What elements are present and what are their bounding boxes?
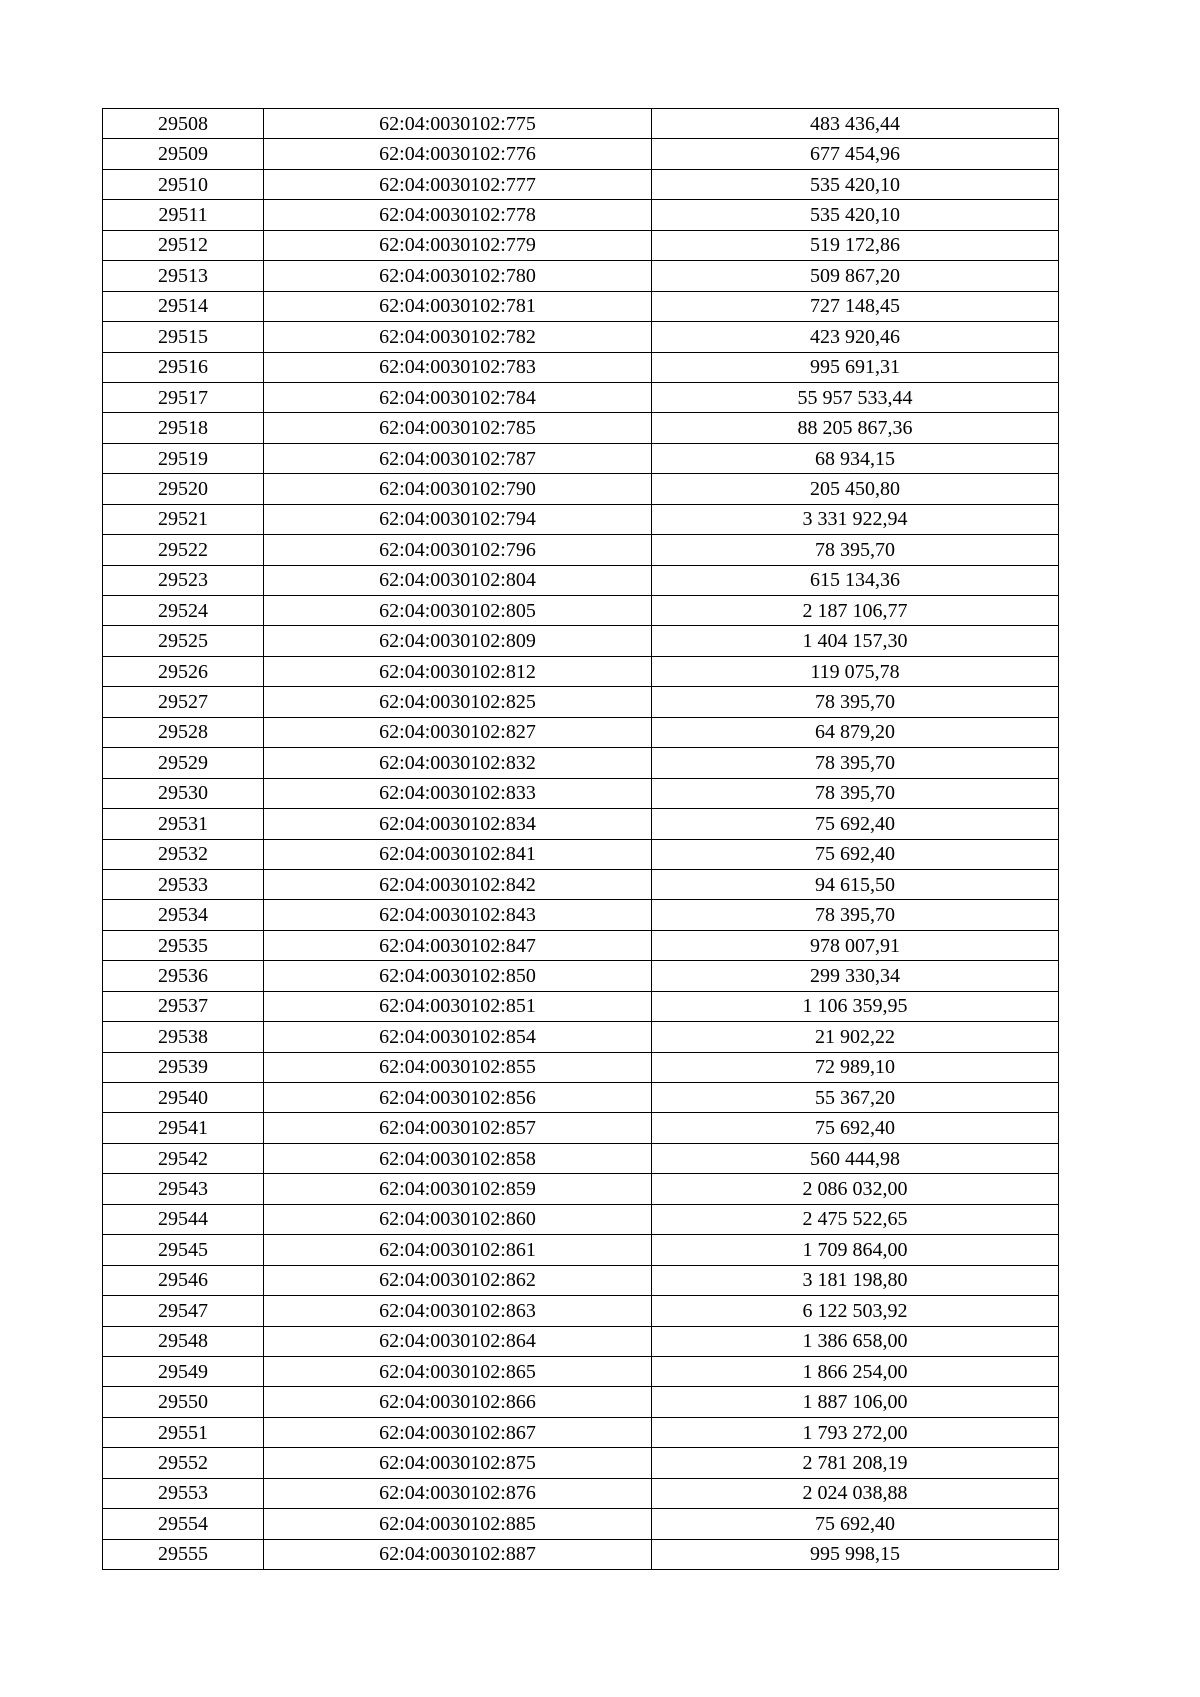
row-number-cell: 29511 [103,200,264,230]
cadastral-value-cell: 1 793 272,00 [652,1417,1059,1447]
table-row [103,291,1059,321]
cadastral-number-cell: 62:04:0030102:779 [264,230,652,260]
row-number-cell: 29509 [103,139,264,169]
row-number-cell: 29544 [103,1204,264,1234]
cadastral-number-cell: 62:04:0030102:887 [264,1539,652,1569]
row-number-cell: 29546 [103,1265,264,1295]
cadastral-number-cell: 62:04:0030102:790 [264,474,652,504]
row-number-cell: 29538 [103,1022,264,1052]
cadastral-number-cell: 62:04:0030102:847 [264,930,652,960]
cadastral-number-cell: 62:04:0030102:875 [264,1448,652,1478]
table-row [103,535,1059,565]
cadastral-number-cell: 62:04:0030102:778 [264,200,652,230]
table-row [103,565,1059,595]
cadastral-value-cell: 78 395,70 [652,778,1059,808]
row-number-cell: 29529 [103,748,264,778]
cadastral-number-cell: 62:04:0030102:865 [264,1356,652,1386]
row-number-cell: 29551 [103,1417,264,1447]
cadastral-value-cell: 560 444,98 [652,1143,1059,1173]
row-number-cell: 29516 [103,352,264,382]
table-row [103,839,1059,869]
cadastral-number-cell: 62:04:0030102:859 [264,1174,652,1204]
cadastral-number-cell: 62:04:0030102:854 [264,1022,652,1052]
table-row [103,200,1059,230]
row-number-cell: 29537 [103,991,264,1021]
table-row [103,687,1059,717]
table-row [103,1448,1059,1478]
row-number-cell: 29524 [103,596,264,626]
row-number-cell: 29523 [103,565,264,595]
cadastral-value-cell: 483 436,44 [652,109,1059,139]
table-row [103,382,1059,412]
table-row [103,1326,1059,1356]
cadastral-value-cell: 727 148,45 [652,291,1059,321]
table-row [103,1174,1059,1204]
cadastral-value-cell: 205 450,80 [652,474,1059,504]
cadastral-number-cell: 62:04:0030102:843 [264,900,652,930]
row-number-cell: 29525 [103,626,264,656]
cadastral-value-cell: 88 205 867,36 [652,413,1059,443]
cadastral-value-cell: 21 902,22 [652,1022,1059,1052]
cadastral-number-cell: 62:04:0030102:804 [264,565,652,595]
row-number-cell: 29519 [103,443,264,473]
table-row [103,443,1059,473]
cadastral-value-cell: 78 395,70 [652,900,1059,930]
cadastral-value-cell: 995 691,31 [652,352,1059,382]
cadastral-number-cell: 62:04:0030102:783 [264,352,652,382]
row-number-cell: 29539 [103,1052,264,1082]
cadastral-value-cell: 94 615,50 [652,869,1059,899]
row-number-cell: 29530 [103,778,264,808]
table-row [103,1204,1059,1234]
row-number-cell: 29528 [103,717,264,747]
row-number-cell: 29515 [103,322,264,352]
row-number-cell: 29548 [103,1326,264,1356]
table-row [103,474,1059,504]
cadastral-value-cell: 55 957 533,44 [652,382,1059,412]
cadastral-value-cell: 978 007,91 [652,930,1059,960]
row-number-cell: 29535 [103,930,264,960]
row-number-cell: 29520 [103,474,264,504]
cadastral-number-cell: 62:04:0030102:776 [264,139,652,169]
cadastral-value-cell: 78 395,70 [652,687,1059,717]
row-number-cell: 29541 [103,1113,264,1143]
cadastral-number-cell: 62:04:0030102:857 [264,1113,652,1143]
cadastral-number-cell: 62:04:0030102:866 [264,1387,652,1417]
cadastral-value-cell: 423 920,46 [652,322,1059,352]
cadastral-value-cell: 6 122 503,92 [652,1296,1059,1326]
cadastral-number-cell: 62:04:0030102:876 [264,1478,652,1508]
cadastral-value-cell: 78 395,70 [652,535,1059,565]
table-row [103,1265,1059,1295]
cadastral-value-cell: 2 781 208,19 [652,1448,1059,1478]
cadastral-number-cell: 62:04:0030102:812 [264,656,652,686]
row-number-cell: 29555 [103,1539,264,1569]
cadastral-number-cell: 62:04:0030102:825 [264,687,652,717]
row-number-cell: 29508 [103,109,264,139]
cadastral-number-cell: 62:04:0030102:862 [264,1265,652,1295]
table-row [103,900,1059,930]
table-row [103,626,1059,656]
row-number-cell: 29552 [103,1448,264,1478]
table-row [103,504,1059,534]
row-number-cell: 29534 [103,900,264,930]
table-row [103,930,1059,960]
table-row [103,352,1059,382]
row-number-cell: 29526 [103,656,264,686]
cadastral-value-cell: 75 692,40 [652,809,1059,839]
table-row [103,1509,1059,1539]
cadastral-number-cell: 62:04:0030102:863 [264,1296,652,1326]
table-row [103,961,1059,991]
cadastral-value-cell: 1 386 658,00 [652,1326,1059,1356]
cadastral-value-cell: 2 024 038,88 [652,1478,1059,1508]
cadastral-value-cell: 75 692,40 [652,839,1059,869]
row-number-cell: 29513 [103,261,264,291]
cadastral-number-cell: 62:04:0030102:775 [264,109,652,139]
row-number-cell: 29527 [103,687,264,717]
cadastral-number-cell: 62:04:0030102:864 [264,1326,652,1356]
table-row [103,748,1059,778]
table-row [103,1539,1059,1569]
cadastral-number-cell: 62:04:0030102:832 [264,748,652,778]
cadastral-value-cell: 509 867,20 [652,261,1059,291]
table-row [103,1143,1059,1173]
row-number-cell: 29532 [103,839,264,869]
table-row [103,139,1059,169]
row-number-cell: 29536 [103,961,264,991]
cadastral-number-cell: 62:04:0030102:851 [264,991,652,1021]
row-number-cell: 29545 [103,1235,264,1265]
table-row [103,809,1059,839]
cadastral-number-cell: 62:04:0030102:796 [264,535,652,565]
cadastral-number-cell: 62:04:0030102:787 [264,443,652,473]
cadastral-value-cell: 3 181 198,80 [652,1265,1059,1295]
cadastral-number-cell: 62:04:0030102:827 [264,717,652,747]
cadastral-value-cell: 3 331 922,94 [652,504,1059,534]
cadastral-value-cell: 1 866 254,00 [652,1356,1059,1386]
cadastral-value-table [102,108,1059,1570]
cadastral-value-cell: 55 367,20 [652,1083,1059,1113]
table-row [103,230,1059,260]
table-row [103,869,1059,899]
cadastral-number-cell: 62:04:0030102:781 [264,291,652,321]
cadastral-value-cell: 2 086 032,00 [652,1174,1059,1204]
cadastral-value-cell: 1 709 864,00 [652,1235,1059,1265]
cadastral-value-cell: 78 395,70 [652,748,1059,778]
row-number-cell: 29553 [103,1478,264,1508]
cadastral-value-cell: 1 887 106,00 [652,1387,1059,1417]
cadastral-value-cell: 519 172,86 [652,230,1059,260]
cadastral-value-cell: 535 420,10 [652,169,1059,199]
table-row [103,717,1059,747]
table-row [103,778,1059,808]
table-row [103,1022,1059,1052]
row-number-cell: 29521 [103,504,264,534]
row-number-cell: 29517 [103,382,264,412]
row-number-cell: 29512 [103,230,264,260]
cadastral-number-cell: 62:04:0030102:861 [264,1235,652,1265]
cadastral-value-cell: 1 404 157,30 [652,626,1059,656]
cadastral-number-cell: 62:04:0030102:856 [264,1083,652,1113]
table-row [103,1296,1059,1326]
row-number-cell: 29533 [103,869,264,899]
cadastral-number-cell: 62:04:0030102:782 [264,322,652,352]
cadastral-value-cell: 299 330,34 [652,961,1059,991]
table-row [103,261,1059,291]
table-row [103,1478,1059,1508]
cadastral-value-cell: 75 692,40 [652,1509,1059,1539]
table-row [103,1052,1059,1082]
row-number-cell: 29542 [103,1143,264,1173]
cadastral-value-cell: 677 454,96 [652,139,1059,169]
cadastral-number-cell: 62:04:0030102:841 [264,839,652,869]
cadastral-number-cell: 62:04:0030102:885 [264,1509,652,1539]
row-number-cell: 29510 [103,169,264,199]
table-row [103,1083,1059,1113]
row-number-cell: 29550 [103,1387,264,1417]
row-number-cell: 29547 [103,1296,264,1326]
table-row [103,1235,1059,1265]
row-number-cell: 29514 [103,291,264,321]
cadastral-value-cell: 1 106 359,95 [652,991,1059,1021]
cadastral-value-cell: 119 075,78 [652,656,1059,686]
table-row [103,109,1059,139]
table-row [103,656,1059,686]
cadastral-number-cell: 62:04:0030102:858 [264,1143,652,1173]
cadastral-number-cell: 62:04:0030102:850 [264,961,652,991]
cadastral-value-cell: 2 475 522,65 [652,1204,1059,1234]
table-body [103,109,1059,1570]
cadastral-number-cell: 62:04:0030102:794 [264,504,652,534]
row-number-cell: 29554 [103,1509,264,1539]
cadastral-value-cell: 535 420,10 [652,200,1059,230]
table-row [103,322,1059,352]
cadastral-value-cell: 68 934,15 [652,443,1059,473]
table-row [103,991,1059,1021]
table-row [103,169,1059,199]
table-row [103,1417,1059,1447]
row-number-cell: 29543 [103,1174,264,1204]
row-number-cell: 29531 [103,809,264,839]
cadastral-number-cell: 62:04:0030102:860 [264,1204,652,1234]
row-number-cell: 29540 [103,1083,264,1113]
cadastral-value-cell: 72 989,10 [652,1052,1059,1082]
cadastral-value-cell: 995 998,15 [652,1539,1059,1569]
row-number-cell: 29549 [103,1356,264,1386]
row-number-cell: 29518 [103,413,264,443]
cadastral-number-cell: 62:04:0030102:833 [264,778,652,808]
row-number-cell: 29522 [103,535,264,565]
table-row [103,1113,1059,1143]
table-row [103,596,1059,626]
cadastral-number-cell: 62:04:0030102:842 [264,869,652,899]
cadastral-number-cell: 62:04:0030102:855 [264,1052,652,1082]
table-row [103,413,1059,443]
cadastral-value-cell: 75 692,40 [652,1113,1059,1143]
cadastral-value-cell: 615 134,36 [652,565,1059,595]
cadastral-number-cell: 62:04:0030102:805 [264,596,652,626]
cadastral-number-cell: 62:04:0030102:785 [264,413,652,443]
cadastral-value-cell: 2 187 106,77 [652,596,1059,626]
table-row [103,1356,1059,1386]
cadastral-number-cell: 62:04:0030102:784 [264,382,652,412]
cadastral-number-cell: 62:04:0030102:867 [264,1417,652,1447]
table-row [103,1387,1059,1417]
cadastral-value-cell: 64 879,20 [652,717,1059,747]
cadastral-number-cell: 62:04:0030102:809 [264,626,652,656]
cadastral-number-cell: 62:04:0030102:777 [264,169,652,199]
cadastral-number-cell: 62:04:0030102:780 [264,261,652,291]
cadastral-number-cell: 62:04:0030102:834 [264,809,652,839]
